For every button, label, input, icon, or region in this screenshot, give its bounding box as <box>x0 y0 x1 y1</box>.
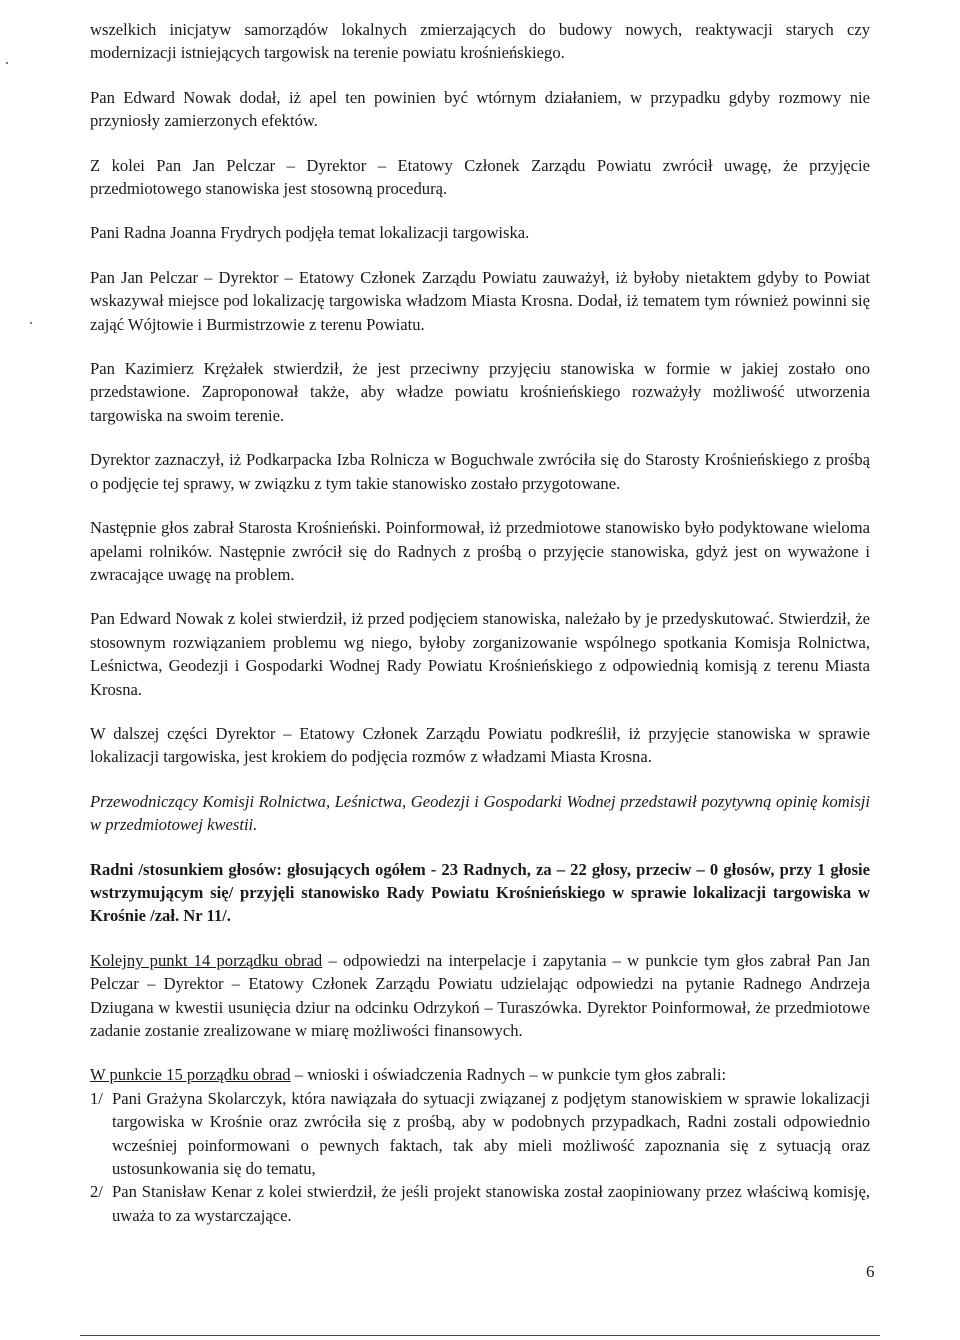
list-item <box>90 1180 870 1227</box>
scan-speck <box>6 62 8 64</box>
point-14-heading: Kolejny punkt 14 porządku obrad <box>90 950 323 970</box>
page-number: 6 <box>866 1262 875 1281</box>
point-15-heading: W punkcie 15 porządku obrad <box>90 1065 291 1085</box>
paragraph: W dalszej części Dyrektor – Etatowy Członek Zarządu Powiatu podkreślił, iż przyjęcie stanowiska w sprawie lokalizacji targowiska, jest krokiem do podjęcia rozmów z władzami Miasta Krosna. <box>90 723 870 767</box>
paragraph: Następnie głos zabrał Starosta Krośnieński. Poinformował, iż przedmiotowe stanowisko było podyktowane wieloma apelami rolników. Następnie zwrócił się do Radnych z prośbą o przyjęcie stanowiska, gdyż jest on wyważone i zwracające uwagę na problem. <box>90 518 870 584</box>
point-15-text: – wnioski i oświadczenia Radnych – w punkcie tym głos zabrali: <box>290 1065 727 1085</box>
list-item-number: 1/ <box>90 1088 103 1108</box>
resolution-vote: Radni /stosunkiem głosów: głosujących ogółem - 23 Radnych, za – 22 głosy, przeciw – 0 głosów, przy 1 głosie wstrzymującym się/ przyjęli stanowisko Rady Powiatu Krośnieńskiego w sprawie lokalizacji targowiska w Krośnie /zał. Nr 11/. <box>90 859 870 926</box>
paragraph: Pan Edward Nowak dodał, iż apel ten powinien być wtórnym działaniem, w przypadku gdyby rozmowy nie przyniosły zamierzonych efektów. <box>90 87 870 131</box>
scan-speck <box>30 322 32 324</box>
motions-list <box>90 1087 870 1227</box>
point-14-paragraph <box>90 949 870 1043</box>
point-15-paragraph <box>90 1063 870 1086</box>
paragraph: Pan Kazimierz Krężałek stwierdził, że jest przeciwny przyjęciu stanowiska w formie w jakiej zostało ono przedstawione. Zaproponował także, aby władze powiatu krośnieńskiego rozważyły możliwość utworzenia targowiska na swoim terenie. <box>90 359 870 425</box>
paragraph: Pan Edward Nowak z kolei stwierdził, iż przed podjęciem stanowiska, należało by je przedyskutować. Stwierdził, że stosownym rozwiązaniem problemu wg niego, byłoby zorganizowanie wspólnego spotkania Komisja Rolnictwa, Leśnictwa, Geodezji i Gospodarki Wodnej Rady Powiatu Krośnieńskiego z odpowiednią komisją z terenu Miasta Krosna. <box>90 609 870 699</box>
paragraph: Pan Jan Pelczar – Dyrektor – Etatowy Członek Zarządu Powiatu zauważył, iż byłoby nietaktem gdyby to Powiat wskazywał miejsce pod lokalizację targowiska władzom Miasta Krosna. Dodał, iż tematem tym również powinni się zająć Wójtowie i Burmistrzowie z terenu Powiatu. <box>90 267 870 334</box>
list-item-text: Pan Stanisław Kenar z kolei stwierdził, że jeśli projekt stanowiska został zaopiniowany przez właściwą komisję, uważa to za wystarczające. <box>112 1182 870 1225</box>
footer-divider <box>80 1335 880 1336</box>
committee-opinion: Przewodniczący Komisji Rolnictwa, Leśnictwa, Geodezji i Gospodarki Wodnej przedstawił pozytywną opinię komisji w przedmiotowej kwestii. <box>90 791 870 835</box>
list-item-number: 2/ <box>90 1182 103 1202</box>
paragraph: wszelkich inicjatyw samorządów lokalnych zmierzających do budowy nowych, reaktywacji starych czy modernizacji istniejących targowisk na terenie powiatu krośnieńskiego. <box>90 20 870 63</box>
paragraph: Z kolei Pan Jan Pelczar – Dyrektor – Etatowy Członek Zarządu Powiatu zwrócił uwagę, że przyjęcie przedmiotowego stanowiska jest stosowną procedurą. <box>90 155 870 199</box>
list-item-text: Pani Grażyna Skolarczyk, która nawiązała do sytuacji związanej z podjętym stanowiskiem w sprawie lokalizacji targowiska w Krośnie oraz zwróciła się z prośbą, aby w podobnych przypadkach, Radni zostali odpowiednio wcześniej poinformowani o pewnych faktach, tak aby mieli możliwość zapoznania się z sytuacją oraz ustosunkowania się do tematu, <box>112 1088 870 1179</box>
paragraph: Pani Radna Joanna Frydrych podjęła temat lokalizacji targowiska. <box>90 223 530 243</box>
list-item <box>90 1087 870 1181</box>
point-14-text: – odpowiedzi na interpelacje i zapytania – w punkcie tym głos zabrał Pan Jan Pelczar – Dyrektor – Etatowy Członek Zarządu Powiatu udzielając odpowiedzi na pytanie Radnego Andrzeja Dziugana w kwestii usunięcia dziur na odcinku Odrzykoń – Turaszówka. Dyrektor Poinformował, że przedmiotowe zadanie zostanie zrealizowane w miarę możliwości finansowych. <box>90 950 870 1040</box>
document-body <box>90 18 870 1227</box>
paragraph: Dyrektor zaznaczył, iż Podkarpacka Izba Rolnicza w Boguchwale zwróciła się do Starosty Krośnieńskiego z prośbą o podjęcie tej sprawy, w związku z tym takie stanowisko zostało przygotowane. <box>90 450 870 493</box>
